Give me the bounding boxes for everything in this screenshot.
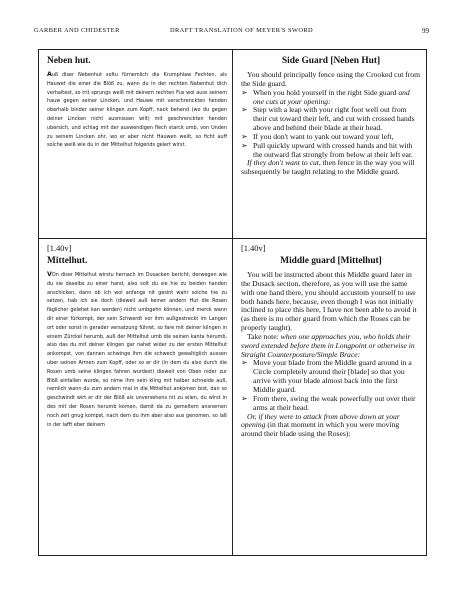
translation-table xyxy=(38,49,427,556)
arrow-bullet-icon: ➢ xyxy=(241,87,248,97)
folio-label: [1.40v] xyxy=(241,244,266,253)
arrow-bullet-icon: ➢ xyxy=(241,140,248,150)
german-text xyxy=(47,271,227,429)
paragraph-text: then fence in the way you will subsequently be taught relating to the Middle guard. xyxy=(241,158,415,177)
paragraph-text: You will be instructed about this Middle guard later in the Dusack section, therefore, as you will use the same with one hand there, you should accustom yourself to use both hands here, because, even though I was not initially inclined to place this here, I have not been able to avoid it (as there is no other guard from which the Roses can be properly taught). xyxy=(241,270,417,333)
english-column xyxy=(233,239,427,556)
arrow-bullet-icon: ➢ xyxy=(241,131,248,141)
bullet-italic: and one cuts at your opening: xyxy=(253,87,410,106)
bullet-list xyxy=(241,359,421,412)
paragraph-text: uß diser Nebenhut soltu fürnemlich die Krumphlaw Fechten, als Hauwet die einer die Blöß zu, wann du in der rechten Nebenhut dich verhaltest, so trit sprungs weiß mit deinem rechten Fus wol auss seinem hauw gegen seiner Lincken, und Hauwe mit verschrenckten henden oberhalb binder seiner klingen zum Kopff, nack behend (wo du gegen deiner Lincken nicht ausmissen wilt) mit geschrenckten henden ubersich, und schlag mit der auswendigen flech starck umb, von Unden zu seinem Lincken ohr, wo er aber nicht Hauwen weilt, so ficht auff solche weiß wie du in der Mittelhut folgends gelert wirst. xyxy=(47,72,227,149)
german-paragraph xyxy=(47,71,227,150)
english-text xyxy=(241,71,421,177)
bullet-item xyxy=(241,359,421,394)
english-paragraph xyxy=(241,159,421,177)
bullet-text: Pull quickly upward with crossed hands and hit with the outward flat strongly from below at their left ear. xyxy=(253,140,413,159)
initial-letter: A xyxy=(47,71,52,78)
english-paragraph xyxy=(241,71,421,89)
paragraph-text: (in that moment in which you were moving around their blade using the Roses): xyxy=(241,420,400,439)
german-text xyxy=(47,71,227,150)
italic-lead: Or, if they were to attack from above down at your opening xyxy=(241,411,400,430)
english-heading: Middle guard [Mittelhut] xyxy=(280,256,382,266)
bullet-text: If you don't want to yank out toward your left, xyxy=(253,131,394,141)
english-column xyxy=(233,50,427,239)
paragraph-italic: when one approaches you, who holds their sword extended before them in Longpoint or otherwise in Straight Counterposture/Simple Brace: xyxy=(241,331,415,359)
paragraph-text: You should principally fence using the Crooked cut from the Side guard. xyxy=(241,70,421,88)
arrow-bullet-icon: ➢ xyxy=(241,105,248,115)
bullet-text: When you hold yourself in the right Side guard xyxy=(253,87,399,97)
bullet-text: Move your blade from the Middle guard around in a Circle completely around their [blade] so that you arrive with your blade almost back into the first Middle guard. xyxy=(253,358,412,394)
bullet-list xyxy=(241,89,421,160)
bullet-item xyxy=(241,106,421,133)
bullet-item xyxy=(241,142,421,160)
section-row xyxy=(39,50,427,239)
english-text xyxy=(241,271,421,439)
bullet-text: From there, swing the weak powerfully out over their arms at their head. xyxy=(253,393,416,412)
english-paragraph xyxy=(241,413,421,440)
initial-letter: V xyxy=(47,271,52,278)
bullet-text: Step with a leap with your right foot well out from their cut toward their left, and cut with crossed hands above and behind their blade at their head. xyxy=(253,105,415,133)
german-paragraph xyxy=(47,271,227,429)
italic-lead: If they don't want to cut, xyxy=(247,158,321,168)
german-column xyxy=(39,239,233,556)
header-authors: GARBER AND CHIDESTER xyxy=(34,27,120,34)
english-paragraph xyxy=(241,271,421,333)
bullet-item xyxy=(241,395,421,413)
folio-label: [1.40v] xyxy=(47,244,72,253)
page-number: 99 xyxy=(422,27,429,35)
running-header xyxy=(34,27,429,39)
german-heading: Mittelhut. xyxy=(47,256,88,266)
german-column xyxy=(39,50,233,239)
bullet-item xyxy=(241,89,421,107)
arrow-bullet-icon: ➢ xyxy=(241,393,248,403)
english-heading: Side Guard [Neben Hut] xyxy=(281,56,381,66)
paragraph-text: Take note: xyxy=(247,331,281,341)
header-title: DRAFT TRANSLATION OF MEYER'S SWORD xyxy=(170,27,314,34)
paragraph-text: On diser Mittelhut wirstu hernach im Dusacken bericht, derwegen wie du sie daselbs zu einer hand, also solt du sie hie zu beiden handen anschicken, dann ob ich wol anfangs nit gesint wahr solche hie zu setzen, hab ich sie doch (dieweil auß keiner andern Hut die Rosen fäglicher gelehet kan werden) nicht umbgehn können, und merck wann dir einer fürkompt, der sein Schwerdt vor ihm außgestreckt im Langen ort oder sonst in gerader versatzung führet, so fare mit deiner klingen in einem Zürckel herumb, auß der Mittelhut umb die seinen kanta herumb, also das du mit deiner klingen gar nahet wider zu der ersten Mittelhut ankompst, von dannen schwinge ihm die schwech gewaltiglich aussen uber seinen Armen zum Kopff, oder so er dir (in dem du also durch die Rosen umb seine klingen fahren wurdest) dieweil von Oben nider zur Blöß einfallen wurde, so nime ihm sein kling mit halber schneide auß, nemlich wann du zum andern mal in die Mittelhut ankomen bist, dan so geschwindt wirt er dir der Blöß als unversehens nit zu eilen, du wirst in des mit der Rosen herumb komen, damit da zu gemeltem ansnemen noch zeit gnug kompst, nach dem du ihm aber also aus genomen, so laß in der lafft eber deinem xyxy=(47,272,227,428)
section-row xyxy=(39,239,427,556)
arrow-bullet-icon: ➢ xyxy=(241,358,248,368)
english-paragraph xyxy=(241,333,421,360)
german-heading: Neben hut. xyxy=(47,56,91,66)
